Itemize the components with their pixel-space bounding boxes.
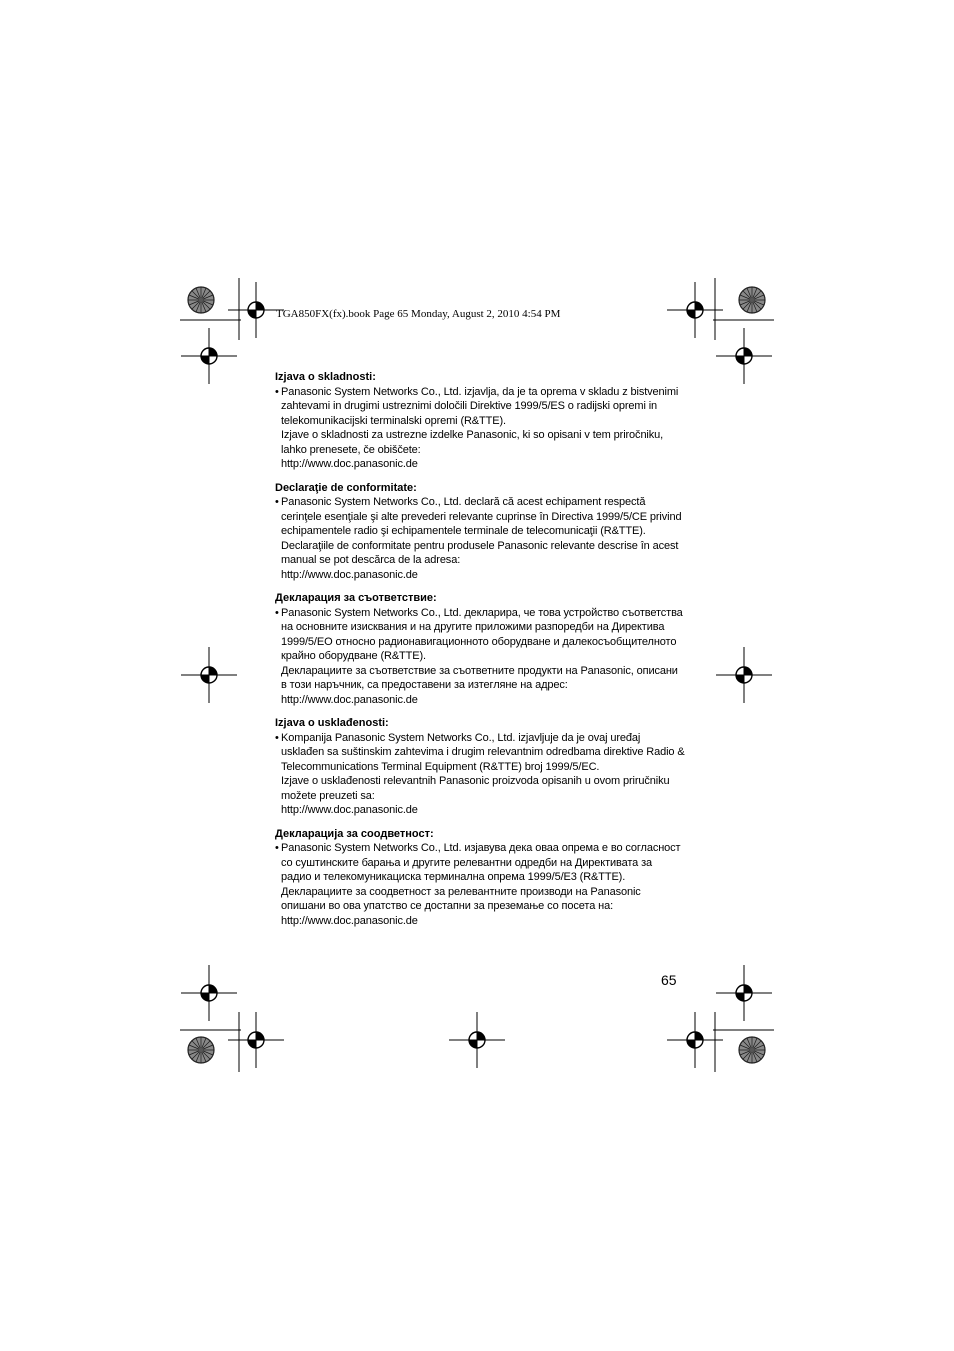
url-link[interactable]: http://www.doc.panasonic.de (281, 914, 418, 927)
paragraph-download: Declaraţiile de conformitate pentru produsele Panasonic relevante descrise în acest manual se pot descărca de la adresa: (281, 539, 679, 566)
paragraph-statement: Panasonic System Networks Co., Ltd. izjavlja, da je ta oprema v skladu z bistvenimi zahtevami in drugimi ustreznimi določili Direktive 1999/5/ES o radijski opremi in telekomunikacijski terminalski opremi (R&TTE). (281, 385, 679, 427)
declarations-content (275, 370, 685, 937)
crosshair-right-upper (716, 328, 772, 384)
crosshair-right-middle (716, 647, 772, 703)
print-info-line: TGA850FX(fx).book Page 65 Monday, August 2, 2010 4:54 PM (276, 308, 561, 320)
bullet-icon: • (275, 731, 279, 744)
declaration-section-slovenian (275, 370, 685, 472)
url-link[interactable]: http://www.doc.panasonic.de (281, 804, 418, 816)
declaration-section-bulgarian (275, 591, 685, 707)
section-heading: Izjava o skladnosti: (275, 371, 376, 383)
paragraph-download: Декларациите за соодветност за релевантните производи на Panasonic опишани во ова упатство се достапни за преземање со посета на: (281, 885, 641, 912)
url-link[interactable]: http://www.doc.panasonic.de (281, 458, 418, 470)
section-heading: Декларација за соодветност: (275, 827, 434, 840)
sunburst-mark-bottom-right (739, 1037, 765, 1063)
paragraph-statement: Kompanija Panasonic System Networks Co., Ltd. izjavljuje da je ovaj uređaj usklađen sa suštinskim zahtevima i drugim relevantnim odredbama direktive Radio & Telecommunications Terminal Equipment (R&TTE) broj 1999/5/EC. (281, 731, 685, 773)
bullet-icon: • (275, 842, 279, 854)
paragraph-statement: Panasonic System Networks Co., Ltd. изјавува дека оваа опрема е во согласност со суштинските барања и другите релевантни одредби на Директивата за радио и телекомуникациска терминална опрема 1999/5/Е3 (R&TTE). (281, 842, 681, 883)
list-item (275, 606, 685, 708)
crosshair-right-lower (716, 965, 772, 1021)
crosshair-bottom-center (449, 1012, 505, 1068)
bullet-icon: • (275, 385, 279, 398)
declaration-section-serbian (275, 716, 685, 818)
crosshair-bottom-left (228, 1012, 284, 1068)
sunburst-mark-top-right (739, 287, 765, 313)
section-heading: Declaraţie de conformitate: (275, 481, 417, 494)
paragraph-statement: Panasonic System Networks Co., Ltd. declară că acest echipament respectă cerinţele esenţiale şi alte prevederi relevante cuprinse în Directiva 1999/5/CE privind echipamentele radio şi echipamentele terminale de telecomunicaţii (R&TTE). (281, 496, 682, 537)
page-number: 65 (661, 972, 677, 988)
list-item (275, 385, 685, 472)
list-item (275, 495, 685, 582)
crosshair-left-lower (181, 965, 237, 1021)
declaration-section-macedonian (275, 827, 685, 929)
list-item (275, 731, 685, 818)
crosshair-left-upper (181, 328, 237, 384)
sunburst-mark-bottom-left (188, 1037, 214, 1063)
paragraph-download: Izjave o skladnosti za ustrezne izdelke Panasonic, ki so opisani v tem priročniku, lahko prenesete, če obiščete: (281, 429, 664, 456)
crosshair-left-middle (181, 647, 237, 703)
paragraph-statement: Panasonic System Networks Co., Ltd. декларира, че това устройство съответства на основните изисквания и на другите приложими разпоредби на Директива 1999/5/EO относно радионавигационното оборудване и далекосъобщителното крайно оборудване (R&TTE). (281, 606, 683, 662)
url-link[interactable]: http://www.doc.panasonic.de (281, 568, 418, 581)
bullet-icon: • (275, 606, 279, 619)
bullet-icon: • (275, 496, 279, 508)
paragraph-download: Декларациите за съответствие за съответните продукти на Panasonic, описани в този наръчник, са предоставени за изтегляне на адрес: (281, 664, 678, 691)
section-heading: Izjava o usklađenosti: (275, 717, 389, 729)
sunburst-mark-top-left (188, 287, 214, 313)
url-link[interactable]: http://www.doc.panasonic.de (281, 693, 418, 706)
declaration-section-romanian (275, 481, 685, 583)
section-heading: Декларация за съответствие: (275, 592, 437, 604)
list-item (275, 841, 685, 928)
paragraph-download: Izjave o usklađenosti relevantnih Panasonic proizvoda opisanih u ovom priručniku možete preuzeti sa: (281, 775, 670, 802)
